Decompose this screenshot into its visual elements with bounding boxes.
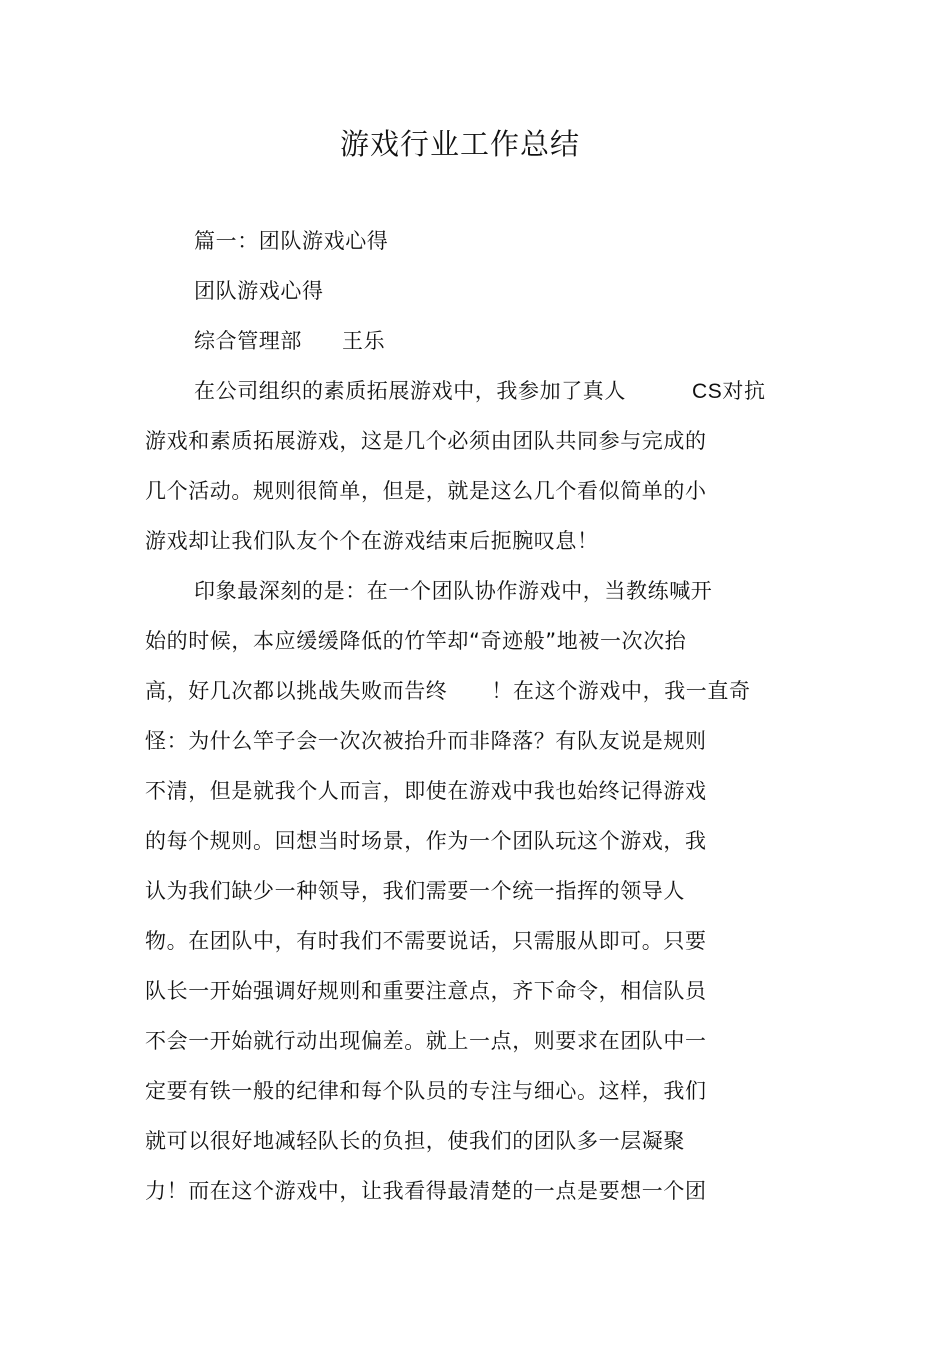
paragraph-line <box>194 376 766 407</box>
paragraph-line: 定要有铁一般的纪律和每个队员的专注与细心。这样，我们 <box>145 1079 707 1103</box>
paragraph-line: 怪：为什么竿子会一次次被抬升而非降落？有队友说是规则 <box>145 729 707 753</box>
paragraph-line <box>145 676 751 706</box>
paragraph-line: 不会一开始就行动出现偏差。就上一点，则要求在团队中一 <box>145 1029 707 1053</box>
paragraph-line: 认为我们缺少一种领导，我们需要一个统一指挥的领导人 <box>145 879 685 903</box>
paragraph-line: 游戏却让我们队友个个在游戏结束后扼腕叹息！ <box>145 529 599 553</box>
subtitle: 团队游戏心得 <box>194 279 324 303</box>
line-text: 对抗 <box>722 379 766 403</box>
department-name: 综合管理部 <box>194 329 302 353</box>
author-name: 王乐 <box>342 329 386 353</box>
paragraph-line: 就可以很好地减轻队长的负担，使我们的团队多一层凝聚 <box>145 1129 685 1153</box>
byline <box>194 326 385 356</box>
line-text: 在公司组织的素质拓展游戏中，我参加了真人 <box>194 379 626 403</box>
paragraph-line: 几个活动。规则很简单，但是，就是这么几个看似简单的小 <box>145 479 707 503</box>
paragraph-line: 游戏和素质拓展游戏，这是几个必须由团队共同参与完成的 <box>145 429 707 453</box>
paragraph-line: 物。在团队中，有时我们不需要说话，只需服从即可。只要 <box>145 929 707 953</box>
line-text-latin: CS <box>692 380 723 403</box>
paragraph-line: 力！而在这个游戏中，让我看得最清楚的一点是要想一个团 <box>145 1179 707 1203</box>
paragraph-line: 印象最深刻的是：在一个团队协作游戏中，当教练喊开 <box>194 579 713 603</box>
line-text: ！在这个游戏中，我一直奇 <box>491 679 751 703</box>
paragraph-line: 不清，但是就我个人而言，即使在游戏中我也始终记得游戏 <box>145 779 707 803</box>
paragraph-line: 的每个规则。回想当时场景，作为一个团队玩这个游戏，我 <box>145 829 707 853</box>
paragraph-line: 队长一开始强调好规则和重要注意点，齐下命令，相信队员 <box>145 979 707 1003</box>
paragraph-line: 始的时候，本应缓缓降低的竹竿却“奇迹般”地被一次次抬 <box>145 629 687 653</box>
document-title: 游戏行业工作总结 <box>339 127 580 161</box>
section-heading: 篇一：团队游戏心得 <box>194 229 389 253</box>
line-text: 高，好几次都以挑战失败而告终 <box>145 679 448 703</box>
